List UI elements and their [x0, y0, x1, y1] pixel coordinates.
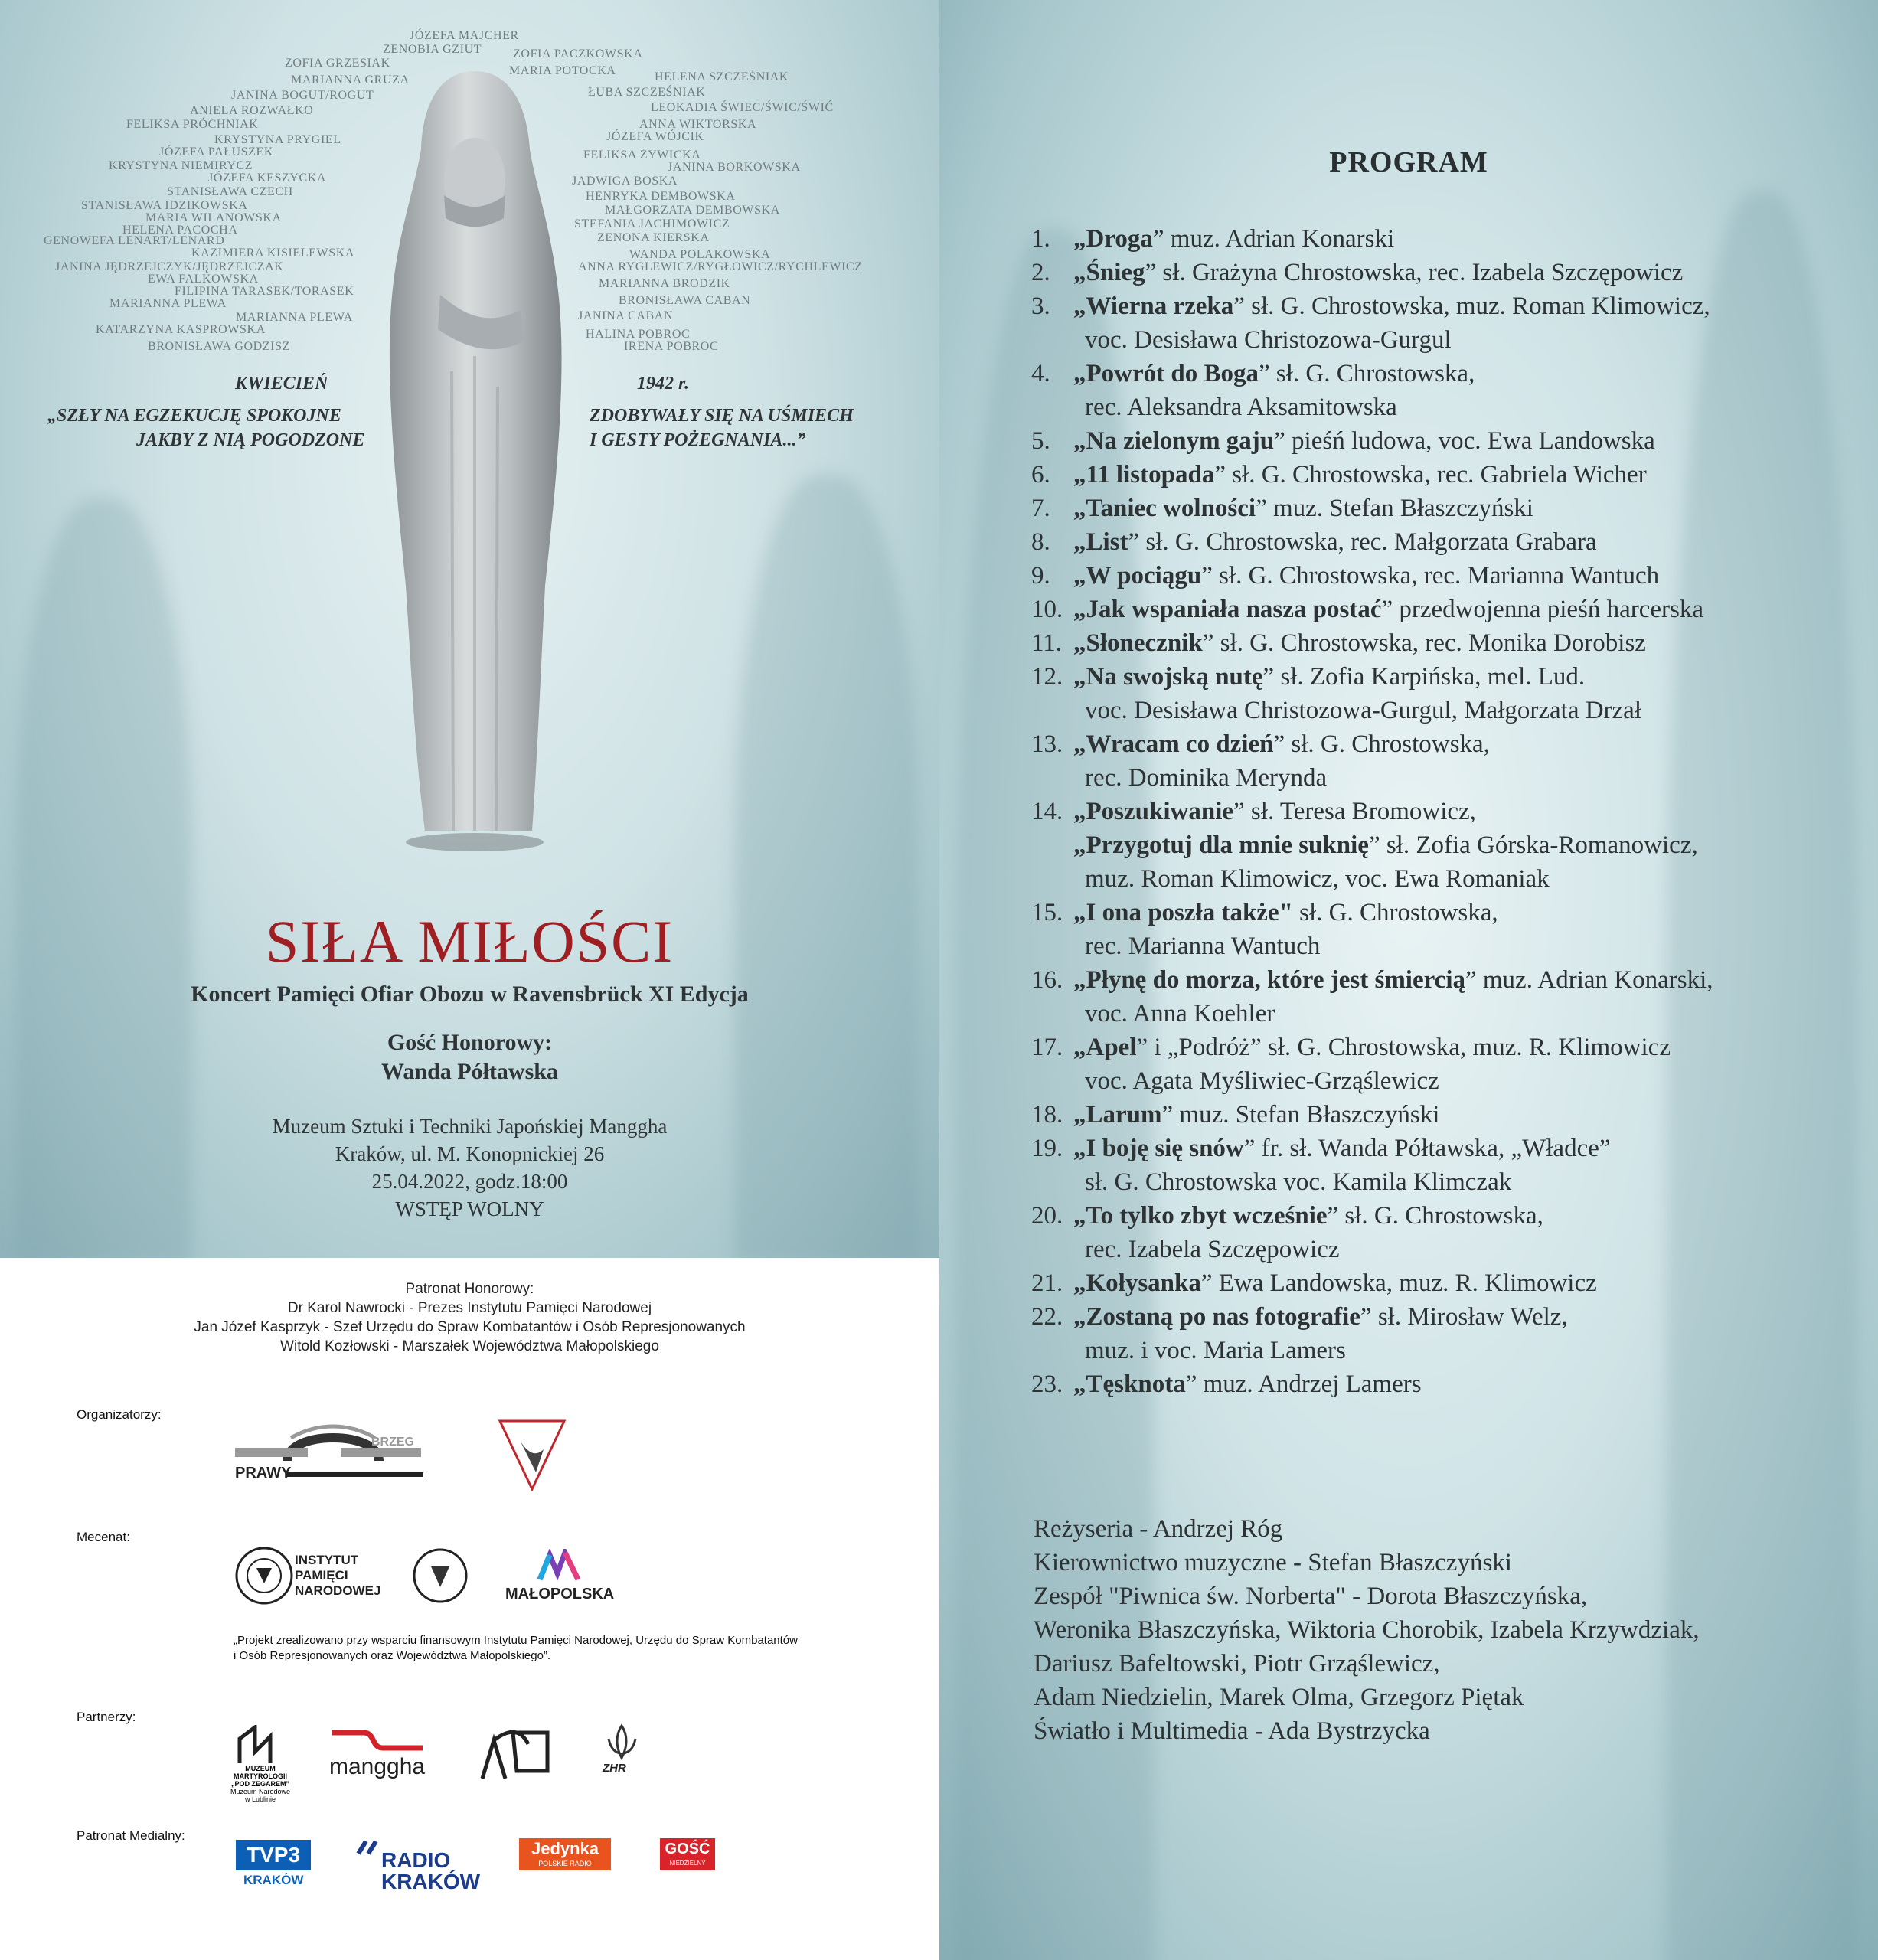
program-item — [1031, 626, 1873, 660]
program-item-credits: ” sł. Zofia Karpińska, mel. Lud. — [1262, 663, 1586, 691]
program-item-continuation — [1031, 862, 1873, 896]
program-item-title: „Jak wspaniała nasza postać — [1073, 596, 1382, 623]
radio-krakow-text — [381, 1850, 480, 1893]
tvp-city: KRAKÓW — [243, 1873, 304, 1887]
victim-name: HALINA POBROC — [586, 328, 691, 341]
program-item-credits: ” muz. Stefan Błaszczyński — [1161, 1101, 1440, 1129]
association-logo — [498, 1419, 567, 1491]
program-item-credits: ” Ewa Landowska, muz. R. Klimowicz — [1200, 1269, 1597, 1297]
program-item-continuation-text: muz. Roman Klimowicz, voc. Ewa Romaniak — [1085, 865, 1550, 893]
program-item — [1031, 1098, 1873, 1132]
radio-line: KRAKÓW — [381, 1870, 481, 1893]
program-item-title: „List — [1073, 528, 1128, 556]
program-item — [1031, 1132, 1873, 1165]
malopolska-text: MAŁOPOLSKA — [505, 1586, 615, 1602]
program-item-number: 6. — [1031, 461, 1050, 488]
zhr-text: ZHR — [603, 1762, 626, 1775]
victim-name: STANISŁAWA IDZIKOWSKA — [81, 199, 248, 212]
program-item-text — [1073, 559, 1659, 593]
program-item-title: „Śnieg — [1073, 259, 1145, 286]
program-item-text — [1073, 289, 1710, 323]
program-item-number: 15. — [1031, 899, 1063, 926]
program-item-text — [1073, 492, 1533, 525]
victim-name: EWA FALKOWSKA — [148, 273, 259, 286]
program-item-credits: ” sł. G. Chrostowska, rec. Marianna Wantuch — [1201, 562, 1660, 590]
program-item-number: 4. — [1031, 360, 1050, 387]
program-item-number: 5. — [1031, 427, 1050, 455]
program-item-continuation — [1031, 761, 1873, 795]
program-item-continuation-text: voc. Agata Myśliwiec-Grząślewicz — [1085, 1067, 1439, 1095]
victim-name: STANISŁAWA CZECH — [167, 185, 293, 198]
tree-silhouette — [735, 475, 919, 1258]
victim-name: LEOKADIA ŚWIEC/ŚWIC/ŚWIĆ — [651, 101, 834, 114]
program-item-title: „Na zielonym gaju — [1073, 427, 1275, 455]
victim-name: ŁUBA SZCZEŚNIAK — [588, 86, 706, 99]
program-item-credits: ” przedwojenna pieśń harcerska — [1381, 596, 1704, 623]
tvp3-logo — [236, 1840, 311, 1870]
program-item — [1031, 795, 1873, 828]
program-item-credits: ” muz. Adrian Konarski, — [1465, 966, 1713, 994]
program-item-title: „To tylko zbyt wcześnie — [1073, 1202, 1328, 1230]
event-datetime: 25.04.2022, godz.18:00 — [371, 1170, 568, 1193]
program-item-credits: ” sł. G. Chrostowska, rec. Małgorzata Grabara — [1128, 528, 1597, 556]
poster-panel — [0, 0, 939, 1258]
program-item — [1031, 727, 1873, 761]
victim-name: HENRYKA DEMBOWSKA — [586, 190, 736, 203]
quote-left-line-2: JAKBY Z NIĄ POGODZONE — [136, 430, 365, 450]
victim-name: JÓZEFA WÓJCIK — [606, 130, 704, 143]
program-item-continuation — [1031, 1233, 1873, 1266]
victim-name: FELIKSA ŻYWICKA — [583, 149, 701, 162]
program-item — [1031, 1031, 1873, 1064]
program-title: PROGRAM — [1329, 146, 1488, 178]
victim-name: KRYSTYNA NIEMIRYCZ — [109, 159, 253, 172]
ipn-line: INSTYTUT — [295, 1553, 359, 1567]
program-item-number: 21. — [1031, 1269, 1063, 1297]
program-item — [1031, 357, 1873, 390]
funding-note-line: i Osób Represjonowanych oraz Województwa Małopolskiego”. — [234, 1649, 551, 1662]
guest-label: Gość Honorowy: — [387, 1030, 553, 1055]
program-item — [1031, 424, 1873, 458]
credit-line: Reżyseria - Andrzej Róg — [1034, 1515, 1283, 1543]
program-item-credits: ” i „Podróż” sł. G. Chrostowska, muz. R. Klimowicz — [1136, 1034, 1671, 1061]
quote-left-line-1: „SZŁY NA EGZEKUCJĘ SPOKOJNE — [47, 406, 341, 426]
program-item-text — [1073, 1367, 1422, 1401]
program-item-number: 2. — [1031, 259, 1050, 286]
program-item-continuation — [1031, 323, 1873, 357]
program-item — [1031, 1199, 1873, 1233]
tvp-text: TVP — [246, 1843, 289, 1867]
victim-name: JÓZEFA PAŁUSZEK — [159, 145, 274, 158]
program-item-number: 8. — [1031, 528, 1050, 556]
program-item-credits: ” muz. Andrzej Lamers — [1185, 1370, 1422, 1398]
program-item-number: 14. — [1031, 798, 1063, 825]
program-item-credits: ” sł. G. Chrostowska, — [1259, 360, 1475, 387]
venue-name: Muzeum Sztuki i Techniki Japońskiej Manggha — [272, 1115, 668, 1138]
victim-name: JANINA BORKOWSKA — [668, 161, 801, 174]
victim-name: IRENA POBROC — [624, 340, 719, 353]
program-item-text — [1073, 1266, 1597, 1300]
media-label: Patronat Medialny: — [77, 1828, 185, 1843]
muzeum-martyrologii-logo — [236, 1725, 282, 1767]
victim-name: KATARZYNA KASPROWSKA — [96, 323, 266, 336]
ipn-line: PAMIĘCI — [295, 1568, 348, 1583]
manggha-text: manggha — [329, 1754, 426, 1779]
program-item-title: „I boję się snów — [1073, 1135, 1244, 1162]
program-item-title: „Poszukiwanie — [1073, 798, 1234, 825]
program-list — [1031, 222, 1873, 1401]
jedynka-logo — [519, 1838, 611, 1870]
program-item-continuation-text: muz. i voc. Maria Lamers — [1085, 1337, 1346, 1364]
program-item-continuation — [1031, 1064, 1873, 1098]
credit-line: Zespół "Piwnica św. Norberta" - Dorota Błaszczyńska, — [1034, 1583, 1588, 1610]
program-item-text — [1073, 660, 1585, 694]
victim-name: KRYSTYNA PRYGIEL — [214, 133, 341, 146]
program-item-text — [1073, 1300, 1568, 1334]
program-item — [1031, 492, 1873, 525]
muzeum-line: MUZEUM — [245, 1765, 276, 1772]
program-item-title: „Na swojską nutę — [1073, 663, 1263, 691]
program-item-title: „Zostaną po nas fotografie — [1073, 1303, 1360, 1331]
gosc-sub: NIEDZIELNY — [669, 1860, 706, 1867]
muzeum-line: „POD ZEGAREM” — [230, 1780, 289, 1788]
program-item-title: „Tęsknota — [1073, 1370, 1186, 1398]
victim-name: JANINA CABAN — [578, 309, 674, 322]
gosc-text: GOŚĆ — [665, 1841, 710, 1857]
patronage-line: Witold Kozłowski - Marszałek Województwa Małopolskiego — [280, 1338, 659, 1354]
event-title: SIŁA MIŁOŚCI — [265, 908, 674, 975]
zhr-lily-icon — [605, 1723, 639, 1762]
program-item-credits: ” sł. Zofia Górska-Romanowicz, — [1368, 831, 1698, 859]
credit-line: Weronika Błaszczyńska, Wiktoria Chorobik, Izabela Krzywdziak, — [1034, 1616, 1700, 1644]
program-item-text — [1073, 357, 1475, 390]
program-item-title: „Wracam co dzień — [1073, 730, 1274, 758]
program-item-text — [1073, 424, 1655, 458]
program-item — [1031, 525, 1873, 559]
program-item — [1031, 1266, 1873, 1300]
program-item — [1031, 458, 1873, 492]
venue-address: Kraków, ul. M. Konopnickiej 26 — [335, 1142, 605, 1165]
victim-name: FILIPINA TARASEK/TORASEK — [175, 285, 354, 298]
program-item — [1031, 289, 1873, 323]
ipn-line: NARODOWEJ — [295, 1583, 381, 1598]
program-item-text — [1073, 626, 1646, 660]
quote-year: 1942 r. — [637, 374, 690, 394]
program-item-continuation-text: voc. Desisława Christozowa-Gurgul, Małgorzata Drzał — [1085, 697, 1641, 724]
program-item-credits: ” fr. sł. Wanda Półtawska, „Władce” — [1243, 1135, 1611, 1162]
program-item-continuation-text: rec. Aleksandra Aksamitowska — [1085, 394, 1397, 421]
funding-note — [234, 1633, 798, 1664]
victim-name: JANINA JĘDRZEJCZYK/JĘDRZEJCZAK — [55, 260, 284, 273]
program-item-continuation — [1031, 1334, 1873, 1367]
patronage-line: Jan Józef Kasprzyk - Szef Urzędu do Spraw Kombatantów i Osób Represjonowanych — [194, 1319, 746, 1335]
victim-name: FELIKSA PRÓCHNIAK — [126, 118, 259, 131]
program-item-number: 10. — [1031, 596, 1063, 623]
program-item-text — [1073, 458, 1647, 492]
partners-label: Partnerzy: — [77, 1710, 136, 1724]
program-item-text — [1073, 1031, 1671, 1064]
program-item-number: 13. — [1031, 730, 1063, 758]
victim-name: MARIANNA BRODZIK — [599, 277, 730, 290]
program-item-continuation — [1031, 929, 1873, 963]
gosc-logo — [660, 1838, 715, 1870]
program-item — [1031, 828, 1873, 862]
tvp-num: 3 — [288, 1843, 301, 1867]
program-item — [1031, 963, 1873, 997]
program-item — [1031, 593, 1873, 626]
program-item-title: „11 listopada — [1073, 461, 1215, 488]
program-item-title: „Apel — [1073, 1034, 1137, 1061]
program-item-credits: ” sł. G. Chrostowska, — [1327, 1202, 1543, 1230]
program-item-text — [1073, 256, 1683, 289]
victim-name: KAZIMIERA KISIELEWSKA — [191, 247, 355, 260]
program-item-credits: ” sł. G. Chrostowska, muz. Roman Klimowicz, — [1233, 292, 1710, 320]
program-item — [1031, 559, 1873, 593]
program-item-number: 17. — [1031, 1034, 1063, 1061]
program-item-title: „Taniec wolności — [1073, 495, 1256, 522]
victim-name: MARIANNA PLEWA — [109, 297, 227, 310]
radio-line: RADIO — [381, 1848, 451, 1872]
patronage-line: Dr Karol Nawrocki - Prezes Instytutu Pamięci Narodowej — [287, 1300, 652, 1316]
program-item-continuation-text: voc. Desisława Christozowa-Gurgul — [1085, 326, 1452, 354]
program-item-text — [1073, 896, 1498, 929]
victim-name: ZOFIA PACZKOWSKA — [513, 47, 643, 60]
program-item-continuation-text: rec. Dominika Merynda — [1085, 764, 1328, 792]
guest-name: Wanda Półtawska — [381, 1059, 558, 1084]
victim-name: JÓZEFA MAJCHER — [410, 29, 519, 42]
program-item-text — [1073, 1098, 1439, 1132]
program-item-credits: ” sł. Mirosław Welz, — [1360, 1303, 1568, 1331]
credits — [1034, 1512, 1700, 1748]
victim-name: BRONISŁAWA GODZISZ — [148, 340, 290, 353]
program-item — [1031, 1367, 1873, 1401]
program-item-credits: ” sł. G. Chrostowska, rec. Gabriela Wicher — [1214, 461, 1647, 488]
quote-right-line-1: ZDOBYWAŁY SIĘ NA UŚMIECH — [590, 406, 854, 426]
ipn-seal-icon — [234, 1545, 295, 1606]
program-item-title: „Przygotuj dla mnie suknię — [1073, 831, 1369, 859]
program-item-text — [1073, 1132, 1611, 1165]
muzeum-text — [230, 1765, 291, 1803]
program-item-text — [1073, 727, 1490, 761]
program-item-number: 18. — [1031, 1101, 1063, 1129]
organizers-label: Organizatorzy: — [77, 1407, 162, 1422]
jedynka-text: Jedynka — [531, 1839, 599, 1858]
victim-name: MARIANNA PLEWA — [236, 311, 353, 324]
victim-name: MAŁGORZATA DEMBOWSKA — [605, 204, 780, 217]
program-item-title: „Powrót do Boga — [1073, 360, 1259, 387]
program-item-continuation-text: rec. Izabela Szczępowicz — [1085, 1236, 1340, 1263]
program-item-continuation — [1031, 694, 1873, 727]
program-item-credits: ” muz. Stefan Błaszczyński — [1256, 495, 1533, 522]
urzad-seal-icon — [410, 1545, 471, 1610]
program-item-text — [1073, 828, 1698, 862]
program-item-number: 20. — [1031, 1202, 1063, 1230]
program-item-continuation-text: rec. Marianna Wantuch — [1085, 933, 1321, 960]
program-item — [1031, 222, 1873, 256]
program-item — [1031, 896, 1873, 929]
program-item-text — [1073, 222, 1394, 256]
program-item-number: 7. — [1031, 495, 1050, 522]
sponsors-area — [0, 1258, 939, 1960]
victim-name: BRONISŁAWA CABAN — [619, 294, 751, 307]
statue-image — [367, 65, 582, 854]
program-item-number: 11. — [1031, 629, 1063, 657]
prawy-text: PRAWY — [235, 1465, 292, 1481]
victim-name: ZOFIA GRZESIAK — [285, 57, 390, 70]
program-item-credits: ” sł. G. Chrostowska, — [1273, 730, 1490, 758]
program-item-continuation — [1031, 997, 1873, 1031]
event-subtitle: Koncert Pamięci Ofiar Obozu w Ravensbrück XI Edycja — [191, 982, 749, 1007]
program-item-text — [1073, 795, 1476, 828]
muzeum-sub: Muzeum Narodowe w Lublinie — [230, 1788, 291, 1803]
program-item-number: 19. — [1031, 1135, 1063, 1162]
victim-name: WANDA POLAKOWSKA — [629, 248, 771, 261]
prawy-brzeg-logo — [234, 1419, 425, 1484]
program-item-continuation — [1031, 390, 1873, 424]
program-item-credits: sł. G. Chrostowska, — [1292, 899, 1498, 926]
program-item-title: „Słonecznik — [1073, 629, 1203, 657]
program-item-credits: ” sł. Teresa Bromowicz, — [1233, 798, 1476, 825]
program-item-title: „I ona poszła także" — [1073, 899, 1293, 926]
victim-name: HELENA SZCZEŚNIAK — [655, 70, 789, 83]
victim-name: ANNA RYGLEWICZ/RYGŁOWICZ/RYCHLEWICZ — [578, 260, 863, 273]
quote-right-line-2: I GESTY POŻEGNANIA...” — [590, 430, 806, 450]
victim-name: GENOWEFA LENART/LENARD — [44, 234, 225, 247]
credit-line: Kierownictwo muzyczne - Stefan Błaszczyński — [1034, 1549, 1512, 1576]
program-item-number: 3. — [1031, 292, 1050, 320]
patronage-heading: Patronat Honorowy: — [405, 1281, 534, 1297]
brzeg-text: BRZEG — [371, 1436, 414, 1449]
malopolska-logo-icon — [536, 1549, 582, 1583]
program-item-credits: ” pieśń ludowa, voc. Ewa Landowska — [1274, 427, 1655, 455]
program-item-text — [1073, 963, 1713, 997]
program-item-number: 9. — [1031, 562, 1050, 590]
program-item-number: 16. — [1031, 966, 1063, 994]
patron-label: Mecenat: — [77, 1530, 130, 1544]
program-item-title: „W pociągu — [1073, 562, 1202, 590]
program-item-continuation-text: sł. G. Chrostowska voc. Kamila Klimczak — [1085, 1168, 1512, 1196]
victim-name: ANIELA ROZWAŁKO — [190, 104, 314, 117]
victim-name: MARIANNA GRUZA — [291, 74, 410, 87]
program-item-number: 23. — [1031, 1370, 1063, 1398]
manggha-logo-icon — [329, 1726, 425, 1753]
program-item-continuation — [1031, 1165, 1873, 1199]
program-item-text — [1073, 1199, 1543, 1233]
jedynka-sub: POLSKIE RADIO — [538, 1860, 592, 1867]
victim-name: ANNA WIKTORSKA — [639, 118, 757, 131]
program-item-credits: ” muz. Adrian Konarski — [1152, 225, 1395, 253]
program-item — [1031, 660, 1873, 694]
piwnica-logo — [475, 1725, 563, 1782]
program-item-credits: ” sł. Grażyna Chrostowska, rec. Izabela Szczępowicz — [1145, 259, 1684, 286]
victim-name: JÓZEFA KESZYCKA — [208, 172, 327, 185]
program-item — [1031, 1300, 1873, 1334]
quote-month: KWIECIEŃ — [235, 374, 328, 394]
credit-line: Dariusz Bafeltowski, Piotr Grząślewicz, — [1034, 1650, 1440, 1677]
program-panel — [939, 0, 1878, 1960]
victim-name: ZENONA KIERSKA — [597, 231, 710, 244]
funding-note-line: „Projekt zrealizowano przy wsparciu finansowym Instytutu Pamięci Narodowej, Urzędu do Spraw Kombatantów — [234, 1634, 798, 1647]
program-item-title: „Larum — [1073, 1101, 1162, 1129]
program-item-title: „Kołysanka — [1073, 1269, 1201, 1297]
program-item-title: „Płynę do morza, które jest śmiercią — [1073, 966, 1465, 994]
victim-name: ZENOBIA GZIUT — [383, 43, 482, 56]
victim-name: MARIA POTOCKA — [509, 64, 616, 77]
program-item-number: 22. — [1031, 1303, 1063, 1331]
radio-krakow-icon — [354, 1840, 385, 1855]
admission: WSTĘP WOLNY — [395, 1197, 544, 1220]
program-item — [1031, 256, 1873, 289]
victim-name: MARIA WILANOWSKA — [145, 211, 282, 224]
muzeum-line: MARTYROLOGII — [234, 1772, 287, 1780]
credit-line: Światło i Multimedia - Ada Bystrzycka — [1034, 1717, 1430, 1745]
program-item-title: „Droga — [1073, 225, 1153, 253]
program-item-continuation-text: voc. Anna Koehler — [1085, 1000, 1275, 1027]
program-item-credits: ” sł. G. Chrostowska, rec. Monika Dorobisz — [1202, 629, 1646, 657]
victim-name: JADWIGA BOSKA — [572, 175, 678, 188]
victim-name: HELENA PACOCHA — [122, 224, 238, 237]
credit-line: Adam Niedzielin, Marek Olma, Grzegorz Piętak — [1034, 1684, 1524, 1711]
victim-name: STEFANIA JACHIMOWICZ — [574, 217, 730, 230]
program-item-number: 12. — [1031, 663, 1063, 691]
program-item-number: 1. — [1031, 225, 1050, 253]
ipn-logo-text — [295, 1553, 380, 1599]
program-item-text — [1073, 525, 1597, 559]
program-item-title: „Wierna rzeka — [1073, 292, 1234, 320]
victim-name: JANINA BOGUT/ROGUT — [231, 89, 374, 102]
program-item-text — [1073, 593, 1703, 626]
